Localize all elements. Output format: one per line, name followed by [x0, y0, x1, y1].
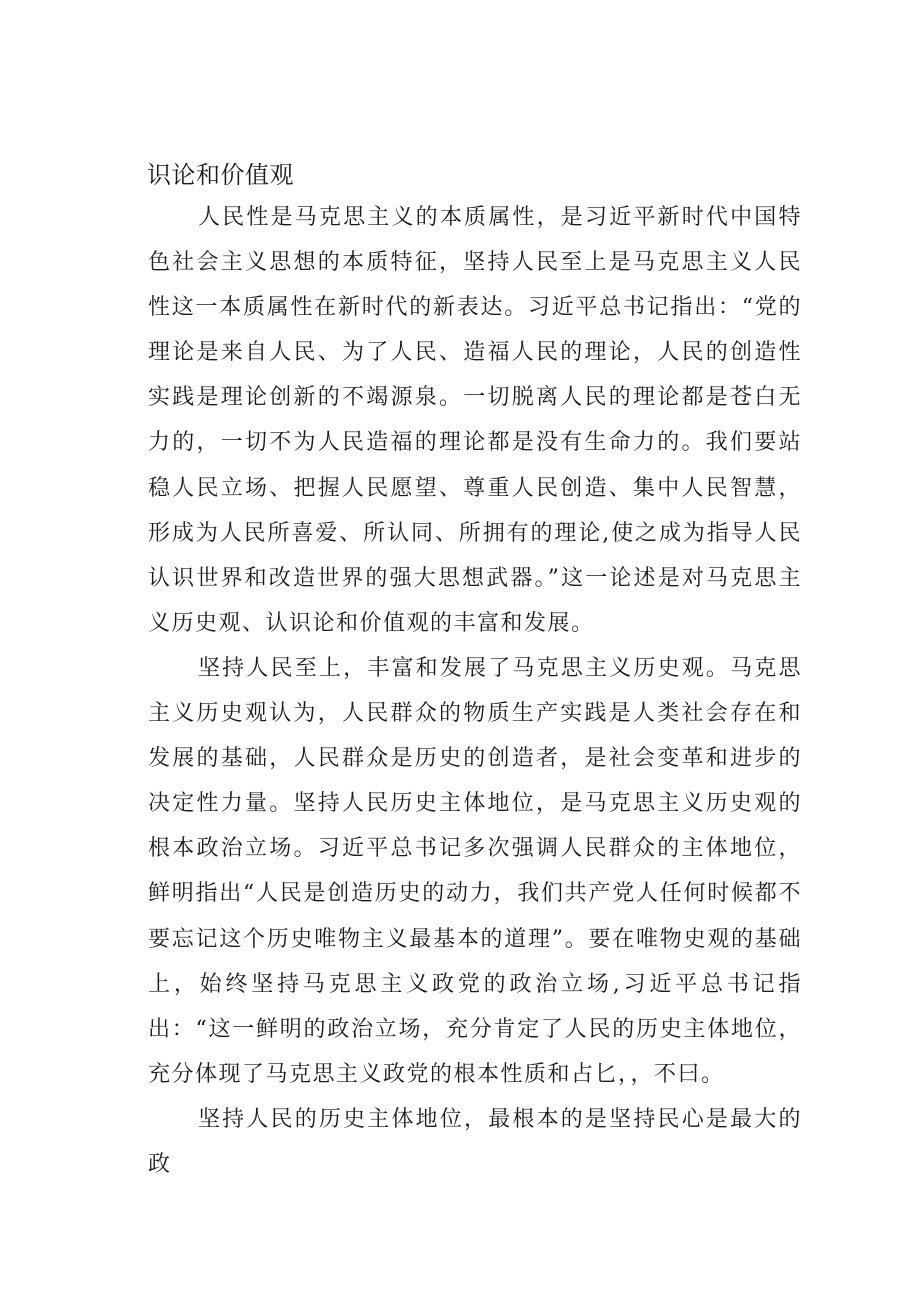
paragraph-3: 坚持人民的历史主体地位，最根本的是坚持民心是最大的政	[148, 1106, 802, 1177]
paragraph-1: 人民性是马克思主义的本质属性，是习近平新时代中国特色社会主义思想的本质特征，坚持人民至上是马克思主义人民性这一本质属性在新时代的新表达。习近平总书记指出：“党的理论是来自人民、为了人民、造福人民的理论，人民的创造性实践是理论创新的不竭源泉。一切脱离人民的理论都是苍白无力的，一切不为人民造福的理论都是没有生命力的。我们要站稳人民立场、把握人民愿望、尊重人民创造、集中人民智慧，形成为人民所喜爱、所认同、所拥有的理论,使之成为指导人民认识世界和改造世界的强大思想武器。”这一论述是对马克思主义历史观、认识论和价值观的丰富和发展。	[148, 205, 802, 636]
paragraph-2: 坚持人民至上，丰富和发展了马克思主义历史观。马克思主义历史观认为，人民群众的物质生产实践是人类社会存在和发展的基础，人民群众是历史的创造者，是社会变革和进步的决定性力量。坚持人民历史主体地位，是马克思主义历史观的根本政治立场。习近平总书记多次强调人民群众的主体地位，鲜明指出“人民是创造历史的动力，我们共产党人任何时候都不要忘记这个历史唯物主义最基本的道理”。要在唯物史观的基础上，始终坚持马克思主义政党的政治立场,习近平总书记指出：“这一鲜明的政治立场，充分肯定了人民的历史主体地位，充分体现了马克思主义政党的根本性质和占匕，，不曰。	[148, 655, 802, 1087]
document-body	[148, 155, 802, 1187]
section-heading: 识论和价值观	[147, 161, 294, 189]
